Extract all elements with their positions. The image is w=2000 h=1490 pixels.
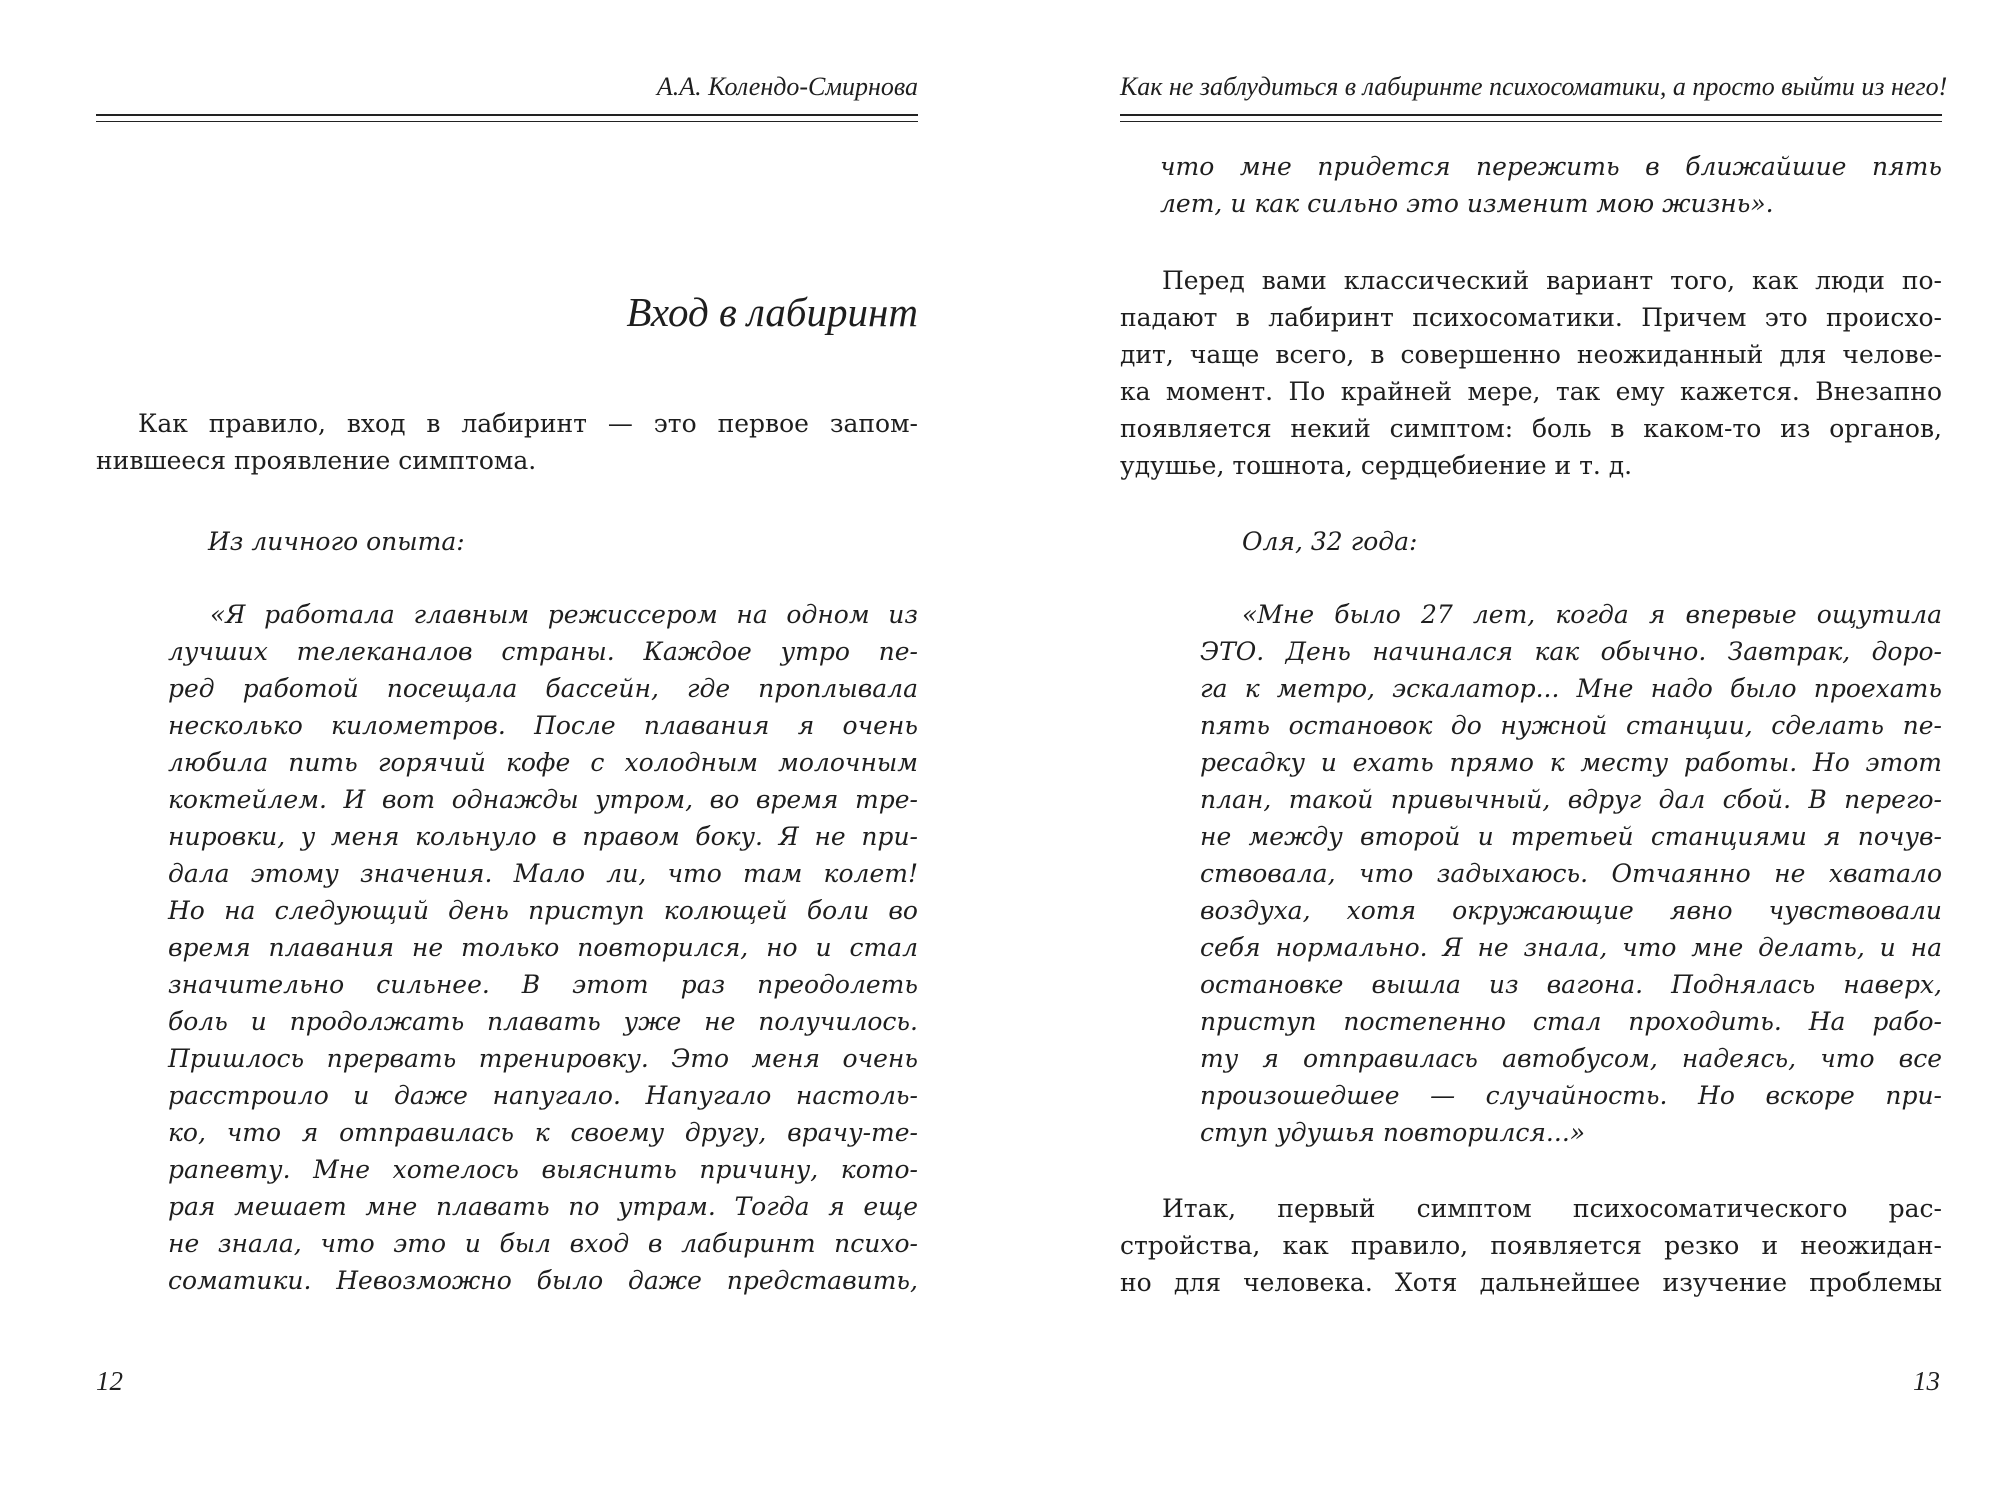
quote-line: «Мне было 27 лет, когда я впервые ощутила: [1242, 600, 1942, 629]
quote-line: не между второй и третьей станциями я почув-: [1200, 822, 1942, 851]
quote-line: коктейлем. И вот однажды утром, во время тре-: [168, 785, 918, 814]
quote-line: пять остановок до нужной станции, сделать пе-: [1200, 711, 1942, 740]
quote-line: произошедшее — случайность. Но вскоре при-: [1200, 1081, 1942, 1110]
subhead-text: Из личного опыта:: [208, 527, 465, 556]
text-line: стройства, как правило, появляется резко и неожидан-: [1120, 1231, 1942, 1260]
right-page: [1000, 0, 2000, 1490]
header-rule: [1120, 114, 1942, 116]
quote-line: себя нормально. Я не знала, что мне делать, и на: [1200, 933, 1942, 962]
body-paragraph: [1120, 262, 1942, 484]
quote-line: расстроило и даже напугало. Напугало настоль-: [168, 1081, 918, 1110]
text-line: дит, чаще всего, в совершенно неожиданный для челове-: [1120, 340, 1942, 369]
text-line: нившееся проявление симптома.: [96, 446, 537, 475]
quote-line: план, такой привычный, вдруг дал сбой. В перего-: [1200, 785, 1942, 814]
quote-line: ред работой посещала бассейн, где проплывала: [168, 674, 918, 703]
quote-line: ЭТО. День начинался как обычно. Завтрак, доро-: [1200, 637, 1942, 666]
quote-line: ту я отправилась автобусом, надеясь, что все: [1200, 1044, 1942, 1073]
quote-line: лет, и как сильно это изменит мою жизнь».: [1160, 189, 1774, 218]
quote-line: рапевту. Мне хотелось выяснить причину, кото-: [168, 1155, 918, 1184]
quote-subhead: [1242, 523, 1417, 560]
text-line: Как правило, вход в лабиринт — это первое запом-: [138, 409, 918, 438]
quote-line: любила пить горячий кофе с холодным молочным: [168, 748, 918, 777]
page-number: 12: [96, 1366, 123, 1396]
page-number: 13: [1913, 1366, 1940, 1396]
quote-line: лучших телеканалов страны. Каждое утро пе-: [168, 637, 918, 666]
quote-line: дала этому значения. Мало ли, что там колет!: [168, 859, 918, 888]
quote-line: Пришлось прервать тренировку. Это меня очень: [168, 1044, 918, 1073]
quote-block: [168, 596, 918, 1299]
quote-line: несколько километров. После плавания я очень: [168, 711, 918, 740]
text-line: удушье, тошнота, сердцебиение и т. д.: [1120, 451, 1633, 480]
quote-line: «Я работала главным режиссером на одном из: [210, 600, 918, 629]
quote-line: воздуха, хотя окружающие явно чувствовали: [1200, 896, 1942, 925]
text-line: появляется некий симптом: боль в каком-то из органов,: [1120, 414, 1942, 443]
quote-line: рая мешает мне плавать по утрам. Тогда я еще: [168, 1192, 918, 1221]
quote-line: ствовала, что задыхаюсь. Отчаянно не хватало: [1200, 859, 1942, 888]
quote-block: [1200, 596, 1942, 1151]
header-rule-thin: [96, 121, 918, 122]
quote-line: значительно сильнее. В этот раз преодолеть: [168, 970, 918, 999]
quote-line: не знала, что это и был вход в лабиринт психо-: [168, 1229, 918, 1258]
quote-line: остановке вышла из вагона. Поднялась наверх,: [1200, 970, 1942, 999]
quote-line: ко, что я отправилась к своему другу, врачу-те-: [168, 1118, 918, 1147]
subhead-text: Оля, 32 года:: [1242, 527, 1418, 556]
intro-paragraph: [96, 405, 918, 479]
quote-line: га к метро, эскалатор... Мне надо было проехать: [1200, 674, 1942, 703]
body-paragraph: [1120, 1190, 1942, 1301]
quote-line: Но на следующий день приступ колющей боли во: [168, 896, 918, 925]
quote-line: что мне придется пережить в ближайшие пять: [1160, 152, 1942, 181]
text-line: ка момент. По крайней мере, так ему кажется. Внезапно: [1120, 377, 1942, 406]
quote-line: ресадку и ехать прямо к месту работы. Но этот: [1200, 748, 1942, 777]
running-header-author: А.А. Колендо-Смирнова: [656, 72, 918, 101]
text-line: но для человека. Хотя дальнейшее изучение проблемы: [1120, 1268, 1942, 1297]
text-line: падают в лабиринт психосоматики. Причем это происхо-: [1120, 303, 1942, 332]
quote-subhead: [208, 523, 465, 560]
quote-line: ступ удушья повторился...»: [1200, 1118, 1586, 1147]
text-line: Итак, первый симптом психосоматического рас-: [1162, 1194, 1942, 1223]
quote-line: нировки, у меня кольнуло в правом боку. Я не при-: [168, 822, 918, 851]
quote-line: соматики. Невозможно было даже представить,: [168, 1266, 918, 1295]
text-line: Перед вами классический вариант того, как люди по-: [1162, 266, 1942, 295]
running-header-title: Как не заблудиться в лабиринте психосоматики, а просто выйти из него!: [1120, 72, 1948, 101]
quote-line: приступ постепенно стал проходить. На рабо-: [1200, 1007, 1942, 1036]
quote-line: время плавания не только повторился, но и стал: [168, 933, 918, 962]
quote-continuation: [1160, 148, 1942, 222]
header-rule-thin: [1120, 121, 1942, 122]
quote-line: боль и продолжать плавать уже не получилось.: [168, 1007, 918, 1036]
header-rule: [96, 114, 918, 116]
chapter-title: Вход в лабиринт: [626, 289, 918, 335]
